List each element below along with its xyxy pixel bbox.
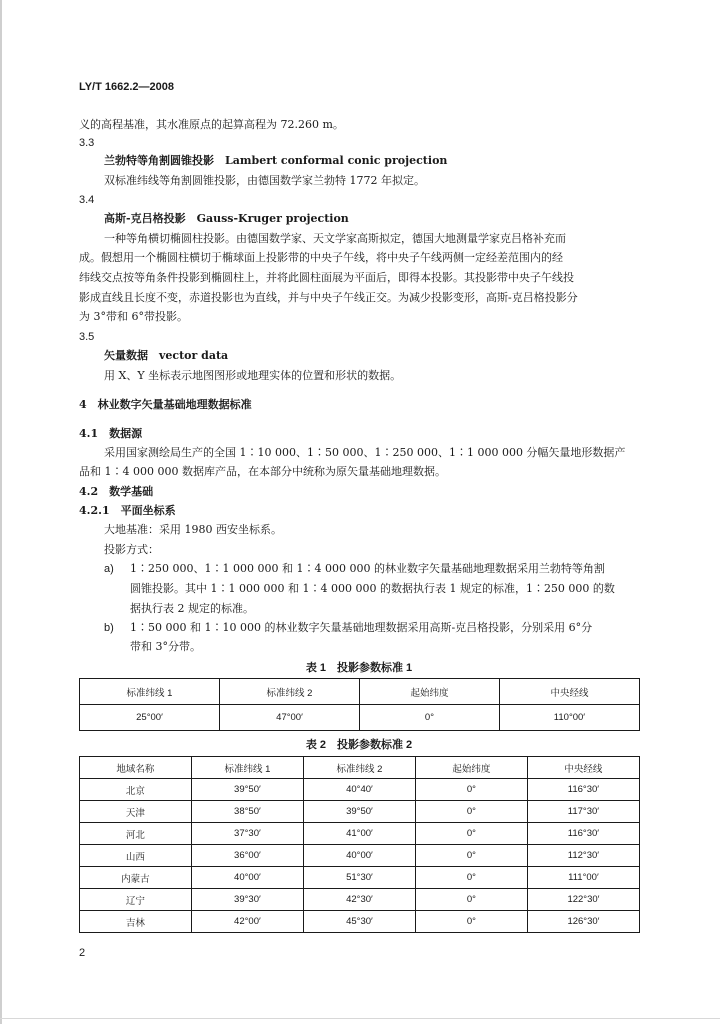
table-2-cell: 117°30′ xyxy=(527,801,639,823)
table-1-cell: 0° xyxy=(360,705,500,731)
chapter-4-title: 4 林业数字矢量基础地理数据标准 xyxy=(79,398,252,411)
section-3-5-number: 3.5 xyxy=(79,331,95,343)
section-3-4-body-line-5: 为 3°带和 6°带投影。 xyxy=(79,310,188,323)
table-row xyxy=(80,779,640,801)
section-3-4-body-line-1: 一种等角横切椭圆柱投影。由德国数学家、天文学家高斯拟定，德国大地测量学家克吕格补充而 xyxy=(104,232,566,245)
table-2-cell: 0° xyxy=(416,845,528,867)
lead-line: 义的高程基准，其水准原点的起算高程为 72.260 m。 xyxy=(79,118,344,131)
table-2-cell: 39°30′ xyxy=(191,889,303,911)
item-a-line-2: 圆锥投影。其中 1∶1 000 000 和 1∶4 000 000 的数据执行表 1 规定的标准，1∶250 000 的数 xyxy=(130,582,615,595)
page-number: 2 xyxy=(79,947,86,959)
section-3-3-number: 3.3 xyxy=(79,137,95,149)
datum-line: 大地基准：采用 1980 西安坐标系。 xyxy=(104,523,282,536)
table-2-header-cell: 中央经线 xyxy=(527,757,639,779)
table-2-cell: 42°30′ xyxy=(303,889,415,911)
standard-code-header: LY/T 1662.2—2008 xyxy=(79,81,174,93)
table-2-cell: 0° xyxy=(416,823,528,845)
table-2-header-cell: 标准纬线 2 xyxy=(303,757,415,779)
section-3-4-title: 高斯-克吕格投影 Gauss-Kruger projection xyxy=(104,212,349,225)
region-name-cell: 吉林 xyxy=(80,911,192,933)
section-3-4-body-line-4: 影成直线且长度不变，赤道投影也为直线，并与中央子午线正交。为减少投影变形，高斯-克吕格投影分 xyxy=(79,291,578,304)
region-name-cell: 河北 xyxy=(80,823,192,845)
table-2-caption: 表 2 投影参数标准 2 xyxy=(305,739,413,751)
item-a-line-3: 据执行表 2 规定的标准。 xyxy=(130,602,254,615)
region-name-cell: 内蒙古 xyxy=(80,867,192,889)
item-b-line-2: 带和 3°分带。 xyxy=(130,640,201,653)
table-1-caption: 表 1 投影参数标准 1 xyxy=(305,662,413,674)
table-2-cell: 116°30′ xyxy=(527,779,639,801)
table-2-header-row xyxy=(80,757,640,779)
table-1-cell: 47°00′ xyxy=(220,705,360,731)
table-1-cell: 110°00′ xyxy=(499,705,639,731)
table-2-cell: 126°30′ xyxy=(527,911,639,933)
table-2-cell: 39°50′ xyxy=(191,779,303,801)
table-2-cell: 45°30′ xyxy=(303,911,415,933)
table-2-header-cell: 标准纬线 1 xyxy=(191,757,303,779)
table-2-cell: 40°00′ xyxy=(191,867,303,889)
region-name-cell: 山西 xyxy=(80,845,192,867)
table-row xyxy=(80,823,640,845)
table-2-cell: 0° xyxy=(416,911,528,933)
table-1-data-row xyxy=(80,705,640,731)
table-2-cell: 112°30′ xyxy=(527,845,639,867)
section-3-3-body: 双标准纬线等角割圆锥投影，由德国数学家兰勃特 1772 年拟定。 xyxy=(104,174,425,187)
item-a-label: a) xyxy=(104,563,114,575)
section-4-1-body-line-1: 采用国家测绘局生产的全国 1∶10 000、1∶50 000、1∶250 000、1∶1 000 000 分幅矢量地形数据产 xyxy=(104,446,626,459)
table-row xyxy=(80,911,640,933)
table-1-header-row xyxy=(80,679,640,705)
section-3-3-title: 兰勃特等角割圆锥投影 Lambert conformal conic projection xyxy=(104,154,448,167)
table-2-cell: 42°00′ xyxy=(191,911,303,933)
table-2-header-cell: 地域名称 xyxy=(80,757,192,779)
table-2-cell: 38°50′ xyxy=(191,801,303,823)
section-3-4-number: 3.4 xyxy=(79,194,95,206)
table-1 xyxy=(79,678,640,731)
region-name-cell: 天津 xyxy=(80,801,192,823)
section-4-2-title: 4.2 数学基础 xyxy=(79,485,154,498)
table-2-cell: 122°30′ xyxy=(527,889,639,911)
table-1-header-cell: 标准纬线 1 xyxy=(80,679,220,705)
table-2-cell: 36°00′ xyxy=(191,845,303,867)
section-4-1-body-line-2: 品和 1∶4 000 000 数据库产品，在本部分中统称为原矢量基础地理数据。 xyxy=(79,465,446,478)
table-2-cell: 40°00′ xyxy=(303,845,415,867)
table-row xyxy=(80,867,640,889)
table-2-header-cell: 起始纬度 xyxy=(416,757,528,779)
table-1-header-cell: 标准纬线 2 xyxy=(220,679,360,705)
table-2-cell: 39°50′ xyxy=(303,801,415,823)
region-name-cell: 辽宁 xyxy=(80,889,192,911)
projection-method-line: 投影方式： xyxy=(104,543,159,556)
item-a-line-1: 1∶250 000、1∶1 000 000 和 1∶4 000 000 的林业数字矢量基础地理数据采用兰勃特等角割 xyxy=(130,562,605,575)
table-row xyxy=(80,845,640,867)
scan-left-edge xyxy=(0,0,2,1024)
section-4-2-1-title: 4.2.1 平面坐标系 xyxy=(79,504,176,517)
scan-bottom-edge xyxy=(0,1018,720,1019)
table-2-cell: 0° xyxy=(416,867,528,889)
table-row xyxy=(80,801,640,823)
item-b-label: b) xyxy=(104,622,114,634)
section-3-4-body-line-2: 成。假想用一个椭圆柱横切于椭球面上投影带的中央子午线，将中央子午线两侧一定经差范围内的经 xyxy=(79,251,563,264)
table-2-cell: 111°00′ xyxy=(527,867,639,889)
table-1-cell: 25°00′ xyxy=(80,705,220,731)
table-2-cell: 40°40′ xyxy=(303,779,415,801)
table-2-cell: 0° xyxy=(416,779,528,801)
table-1-header-cell: 中央经线 xyxy=(499,679,639,705)
section-3-5-title: 矢量数据 vector data xyxy=(104,349,229,362)
item-b-line-1: 1∶50 000 和 1∶10 000 的林业数字矢量基础地理数据采用高斯-克吕格投影，分别采用 6°分 xyxy=(130,621,593,634)
table-2-cell: 37°30′ xyxy=(191,823,303,845)
section-4-1-title: 4.1 数据源 xyxy=(79,427,143,440)
table-2-cell: 0° xyxy=(416,801,528,823)
table-2-cell: 51°30′ xyxy=(303,867,415,889)
table-2-cell: 41°00′ xyxy=(303,823,415,845)
section-3-4-body-line-3: 纬线交点按等角条件投影到椭圆柱上，并将此圆柱面展为平面后，即得本投影。其投影带中央子午线投 xyxy=(79,271,574,284)
section-3-5-body: 用 X、Y 坐标表示地图图形或地理实体的位置和形状的数据。 xyxy=(104,369,402,382)
table-1-header-cell: 起始纬度 xyxy=(360,679,500,705)
table-2-cell: 0° xyxy=(416,889,528,911)
table-row xyxy=(80,889,640,911)
region-name-cell: 北京 xyxy=(80,779,192,801)
table-2-cell: 116°30′ xyxy=(527,823,639,845)
table-2 xyxy=(79,756,640,933)
